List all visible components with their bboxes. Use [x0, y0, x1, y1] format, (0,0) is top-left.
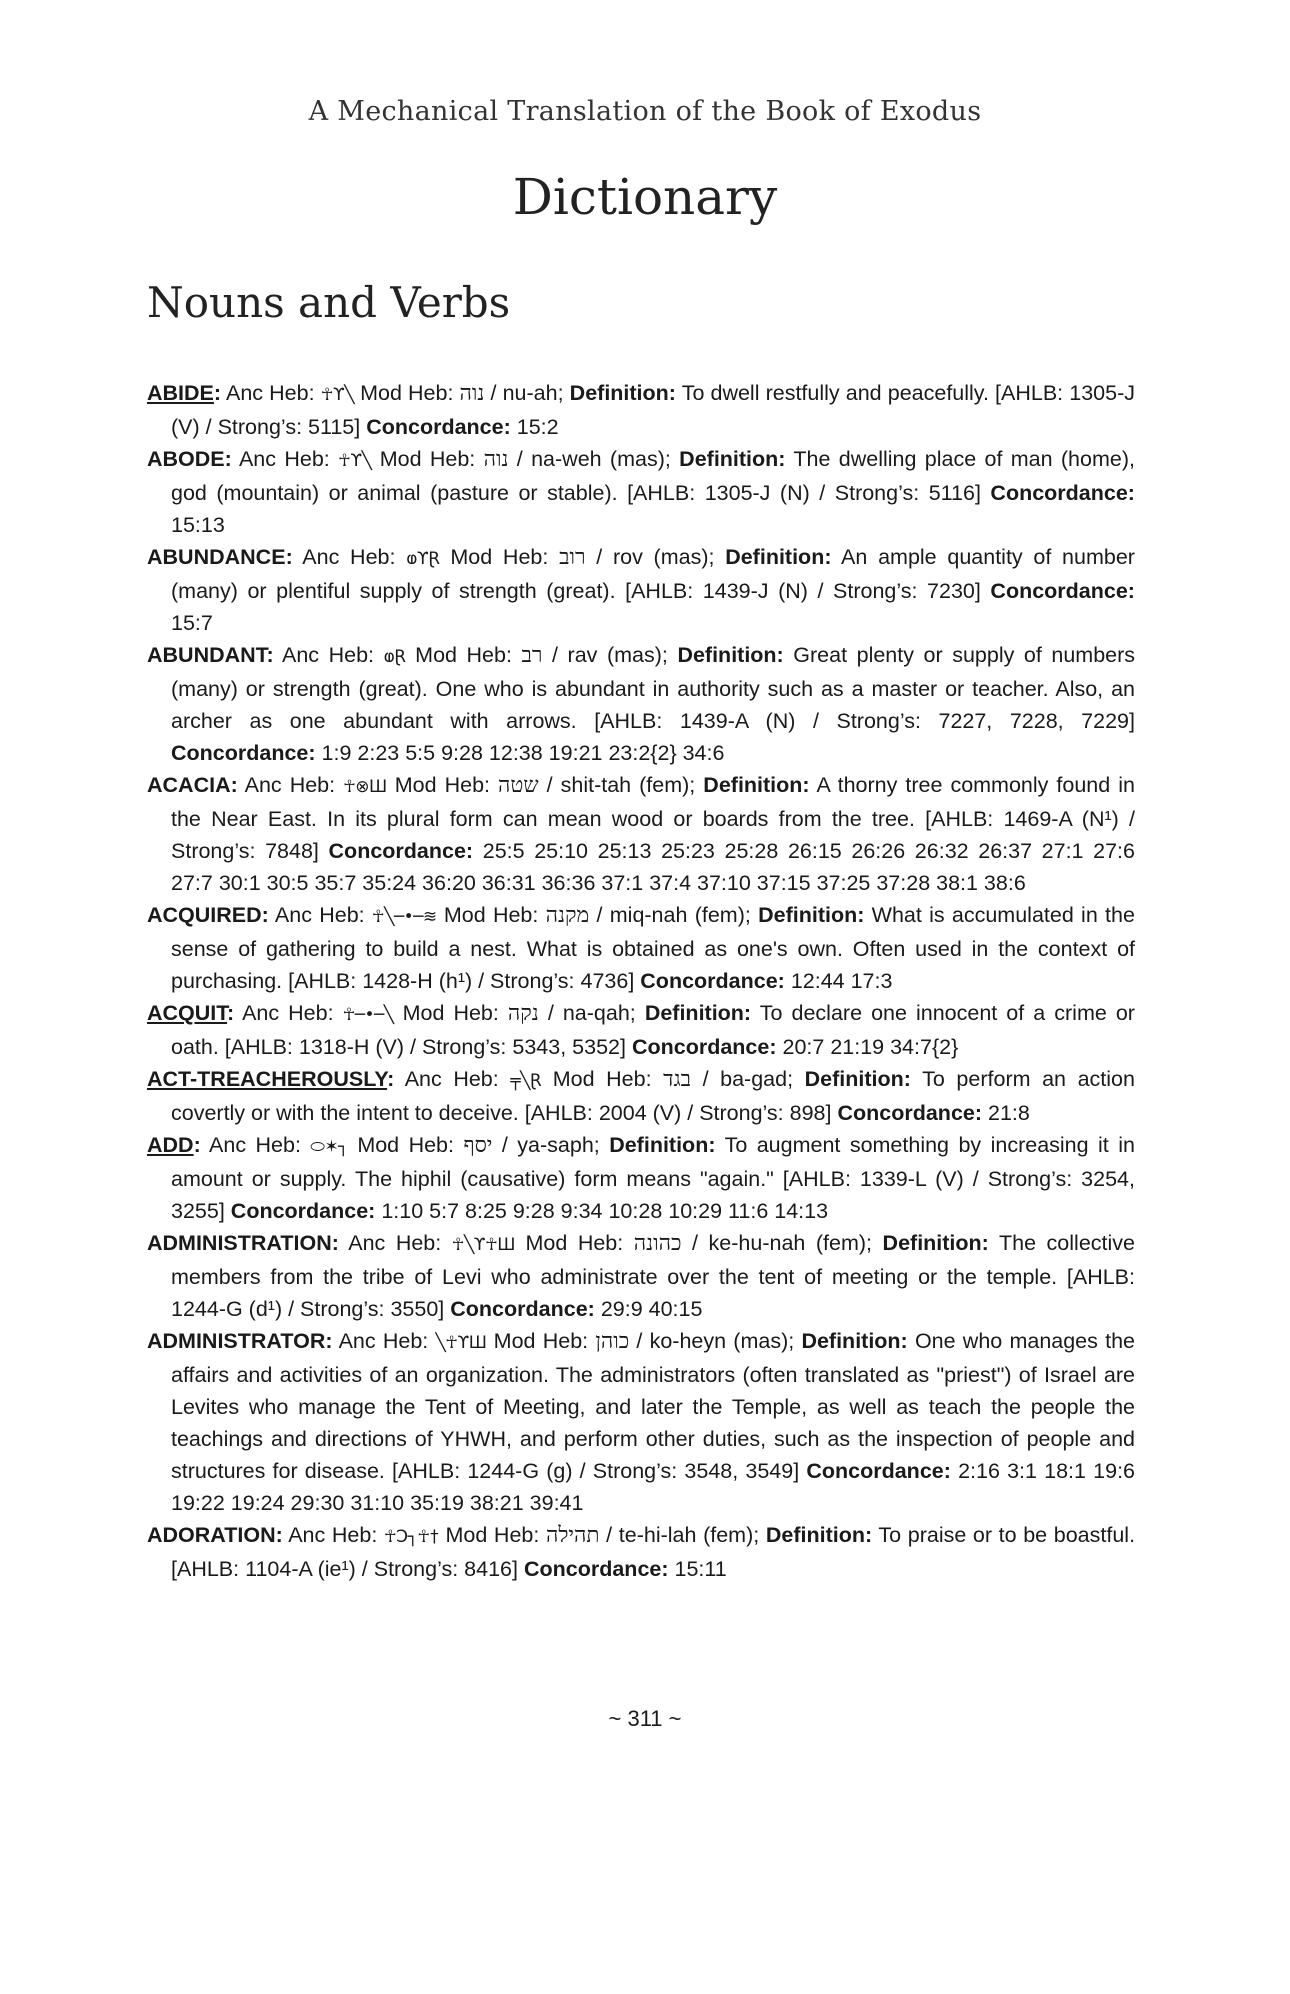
modern-hebrew-word: רוב — [559, 545, 586, 570]
headword-colon: : — [331, 1231, 339, 1255]
mod-heb-label: Mod Heb: — [525, 1231, 624, 1255]
definition-label: Definition: — [765, 1523, 873, 1547]
pronunciation: / te-hi-lah (fem); — [606, 1523, 760, 1547]
ancient-hebrew-glyphs: ⬭✶┐ — [310, 1137, 348, 1157]
mod-heb-label: Mod Heb: — [360, 381, 454, 405]
definition-label: Definition: — [882, 1231, 989, 1255]
definition-text: To dwell restfully and peacefully. [AHLB: 1305-J (V) / Strong’s: 5115] — [171, 381, 1135, 439]
entry-headword: ACACIA — [147, 773, 231, 797]
entry-headword: ADMINISTRATOR — [147, 1329, 326, 1353]
concordance-label: Concordance: — [640, 969, 785, 993]
dictionary-entry — [147, 899, 1135, 997]
modern-hebrew-word: מקנה — [545, 903, 590, 928]
definition-text: To perform an action covertly or with the intent to deceive. [AHLB: 2004 (V) / Strong’s: 898] — [171, 1067, 1135, 1125]
anc-heb-label: Anc Heb: — [281, 643, 374, 667]
ancient-hebrew-glyphs: ☥⊗Ш — [343, 777, 387, 797]
entry-headword: ABODE — [147, 447, 225, 471]
definition-label: Definition: — [679, 447, 786, 471]
entry-headword: ADMINISTRATION — [147, 1231, 332, 1255]
headword-colon: : — [387, 1067, 395, 1091]
page-number: ~ 311 ~ — [608, 1706, 682, 1731]
headword-colon: : — [275, 1523, 283, 1547]
definition-text: To declare one innocent of a crime or oath. [AHLB: 1318-H (V) / Strong’s: 5343, 5352] — [171, 1001, 1135, 1059]
concordance-refs: 25:5 25:10 25:13 25:23 25:28 26:15 26:26 26:32 26:37 27:1 27:6 27:7 30:1 30:5 35:7 35:24 36:20 36:31 36:36 37:1 37:4 37:10 37:15 37:25 37:28 38:1 38:6 — [171, 839, 1135, 895]
pronunciation: / rav (mas); — [552, 643, 668, 667]
definition-label: Definition: — [703, 773, 810, 797]
anc-heb-label: Anc Heb: — [209, 1133, 301, 1157]
entry-list — [147, 377, 1135, 1585]
ancient-hebrew-glyphs: ╲☥ϒШ — [435, 1333, 487, 1353]
entry-headword: ABUNDANCE — [147, 545, 286, 569]
book-title: A Mechanical Translation of the Book of Exodus — [308, 96, 982, 127]
definition-label: Definition: — [609, 1133, 716, 1157]
dictionary-entry — [147, 377, 1135, 443]
modern-hebrew-word: רב — [521, 643, 543, 668]
anc-heb-label: Anc Heb: — [404, 1067, 499, 1091]
mod-heb-label: Mod Heb: — [415, 643, 512, 667]
dictionary-entry — [147, 443, 1135, 541]
concordance-refs: 29:9 40:15 — [600, 1297, 703, 1321]
modern-hebrew-word: תהילה — [545, 1523, 600, 1548]
concordance-label: Concordance: — [230, 1199, 376, 1223]
concordance-refs: 15:13 — [171, 513, 225, 537]
pronunciation: / na-weh (mas); — [516, 447, 671, 471]
dictionary-entry — [147, 1325, 1135, 1519]
concordance-label: Concordance: — [366, 415, 511, 439]
anc-heb-label: Anc Heb: — [226, 381, 315, 405]
headword-colon: : — [193, 1133, 201, 1157]
concordance-refs: 20:7 21:19 34:7{2} — [782, 1035, 959, 1059]
entry-headword: ACQUIRED — [147, 903, 262, 927]
mod-heb-label: Mod Heb: — [450, 545, 549, 569]
modern-hebrew-word: כוהן — [595, 1329, 630, 1354]
modern-hebrew-word: יסף — [463, 1133, 493, 1158]
ancient-hebrew-glyphs: ☥─•─╲ — [342, 1005, 394, 1025]
mod-heb-label: Mod Heb: — [493, 1329, 589, 1353]
anc-heb-label: Anc Heb: — [348, 1231, 442, 1255]
headword-colon: : — [266, 643, 274, 667]
entry-headword: ACQUIT — [147, 1001, 228, 1025]
concordance-refs: 1:9 2:23 5:5 9:28 12:38 19:21 23:2{2} 34:6 — [321, 741, 725, 765]
mod-heb-label: Mod Heb: — [445, 1523, 540, 1547]
dictionary-entry — [147, 1129, 1135, 1227]
concordance-refs: 2:16 3:1 18:1 19:6 19:22 19:24 29:30 31:10 35:19 38:21 39:41 — [171, 1459, 1135, 1515]
headword-colon: : — [230, 773, 238, 797]
headword-colon: : — [285, 545, 293, 569]
dictionary-entry — [147, 541, 1135, 639]
anc-heb-label: Anc Heb: — [288, 1523, 378, 1547]
modern-hebrew-word: נוה — [459, 381, 485, 406]
definition-text: What is accumulated in the sense of gathering to build a nest. What is obtained as one's own. Often used in the context of purchasing. [AHLB: 1428-H (h¹) / Strong’s: 4736] — [171, 903, 1135, 993]
dictionary-entry — [147, 1519, 1135, 1585]
headword-colon: : — [227, 1001, 235, 1025]
concordance-label: Concordance: — [631, 1035, 777, 1059]
ancient-hebrew-glyphs: ☥Ɔ┐☥† — [383, 1527, 439, 1547]
headword-colon: : — [261, 903, 269, 927]
anc-heb-label: Anc Heb: — [238, 447, 330, 471]
definition-label: Definition: — [644, 1001, 752, 1025]
ancient-hebrew-glyphs: ☥ϒ╲ — [338, 451, 372, 471]
entry-headword: ADORATION — [147, 1523, 276, 1547]
section-title: Nouns and Verbs — [147, 278, 511, 327]
definition-label: Definition: — [801, 1329, 908, 1353]
modern-hebrew-word: בגד — [663, 1067, 691, 1092]
definition-text: A thorny tree commonly found in the Near East. In its plural form can mean wood or boards from the tree. [AHLB: 1469-A (N¹) / Strong’s: 7848] — [171, 773, 1135, 863]
concordance-refs: 1:10 5:7 8:25 9:28 9:34 10:28 10:29 11:6 14:13 — [381, 1199, 829, 1223]
dictionary-entry — [147, 997, 1135, 1063]
definition-label: Definition: — [758, 903, 865, 927]
definition-label: Definition: — [569, 381, 676, 405]
concordance-label: Concordance: — [328, 839, 474, 863]
concordance-refs: 15:2 — [516, 415, 559, 439]
entry-headword: ABUNDANT — [147, 643, 267, 667]
anc-heb-label: Anc Heb: — [274, 903, 365, 927]
pronunciation: / shit-tah (fem); — [546, 773, 696, 797]
entry-headword: ADD — [147, 1133, 194, 1157]
headword-colon: : — [224, 447, 232, 471]
concordance-label: Concordance: — [806, 1459, 951, 1483]
headword-colon: : — [325, 1329, 333, 1353]
headword-colon: : — [213, 381, 222, 405]
mod-heb-label: Mod Heb: — [443, 903, 539, 927]
definition-label: Definition: — [804, 1067, 911, 1091]
concordance-refs: 21:8 — [988, 1101, 1030, 1125]
concordance-label: Concordance: — [990, 579, 1135, 603]
concordance-refs: 12:44 17:3 — [790, 969, 893, 993]
ancient-hebrew-glyphs: ☥╲ϒ☥Ш — [451, 1235, 515, 1255]
concordance-label: Concordance: — [171, 741, 316, 765]
mod-heb-label: Mod Heb: — [402, 1001, 499, 1025]
pronunciation: / ke-hu-nah (fem); — [692, 1231, 873, 1255]
entry-headword: ABIDE — [147, 381, 214, 405]
mod-heb-label: Mod Heb: — [379, 447, 476, 471]
definition-text: The collective members from the tribe of Levi who administrate over the tent of meeting or the temple. [AHLB: 1244-G (d¹) / Strong’s: 3550] — [171, 1231, 1135, 1321]
definition-text: The dwelling place of man (home), god (mountain) or animal (pasture or stable). [AHLB: 1305-J (N) / Strong’s: 5116] — [171, 447, 1135, 505]
anc-heb-label: Anc Heb: — [244, 773, 336, 797]
modern-hebrew-word: שטה — [498, 773, 539, 798]
definition-text: To praise or to be boastful. [AHLB: 1104-A (ie¹) / Strong’s: 8416] — [171, 1523, 1136, 1581]
dictionary-entry — [147, 1063, 1135, 1129]
mod-heb-label: Mod Heb: — [394, 773, 491, 797]
pronunciation: / nu-ah; — [490, 381, 564, 405]
dictionary-entry — [147, 639, 1135, 769]
anc-heb-label: Anc Heb: — [302, 545, 396, 569]
ancient-hebrew-glyphs: ⱷϒⱤ — [406, 549, 440, 569]
ancient-hebrew-glyphs: ⱷⱤ — [383, 647, 406, 667]
concordance-refs: 15:11 — [674, 1557, 727, 1581]
mod-heb-label: Mod Heb: — [552, 1067, 652, 1091]
concordance-label: Concordance: — [450, 1297, 595, 1321]
modern-hebrew-word: כהונה — [633, 1231, 682, 1256]
pronunciation: / miq-nah (fem); — [596, 903, 751, 927]
entry-headword: ACT-TREACHEROUSLY — [147, 1067, 388, 1091]
pronunciation: / ba-gad; — [702, 1067, 794, 1091]
definition-label: Definition: — [677, 643, 784, 667]
concordance-label: Concordance: — [523, 1557, 669, 1581]
modern-hebrew-word: נקה — [507, 1001, 539, 1026]
definition-label: Definition: — [725, 545, 832, 569]
concordance-label: Concordance: — [990, 481, 1135, 505]
pronunciation: / na-qah; — [547, 1001, 636, 1025]
dictionary-entry — [147, 769, 1135, 899]
mod-heb-label: Mod Heb: — [357, 1133, 454, 1157]
anc-heb-label: Anc Heb: — [242, 1001, 334, 1025]
pronunciation: / rov (mas); — [596, 545, 715, 569]
ancient-hebrew-glyphs: ☥ϒ╲ — [320, 385, 354, 405]
definition-text: To augment something by increasing it in amount or supply. The hiphil (causative) form means "again." [AHLB: 1339-L (V) / Strong’s: 3254, 3255] — [171, 1133, 1135, 1223]
concordance-label: Concordance: — [837, 1101, 983, 1125]
pronunciation: / ko-heyn (mas); — [636, 1329, 795, 1353]
dictionary-entry — [147, 1227, 1135, 1325]
definition-text: One who manages the affairs and activities of an organization. The administrators (often translated as "priest") of Israel are Levites who manage the Tent of Meeting, and later the Temple, as well as teach the people the teachings and directions of YHWH, and perform other duties, such as the inspection of people and structures for disease. [AHLB: 1244-G (g) / Strong’s: 3548, 3549] — [171, 1329, 1135, 1483]
pronunciation: / ya-saph; — [501, 1133, 600, 1157]
dictionary-title: Dictionary — [512, 168, 778, 226]
definition-text: An ample quantity of number (many) or plentiful supply of strength (great). [AHLB: 1439-J (N) / Strong’s: 7230] — [171, 545, 1135, 603]
ancient-hebrew-glyphs: ☥╲─•─≋ — [371, 907, 437, 927]
modern-hebrew-word: נוה — [483, 447, 509, 472]
definition-text: Great plenty or supply of numbers (many) or strength (great). One who is abundant in authority such as a master or teacher. Also, an archer as one abundant with arrows. [AHLB: 1439-A (N) / Strong’s: 7227, 7228, 7229] — [171, 643, 1136, 733]
concordance-refs: 15:7 — [171, 611, 213, 635]
ancient-hebrew-glyphs: ╤╲Ɽ — [510, 1071, 542, 1091]
anc-heb-label: Anc Heb: — [338, 1329, 429, 1353]
